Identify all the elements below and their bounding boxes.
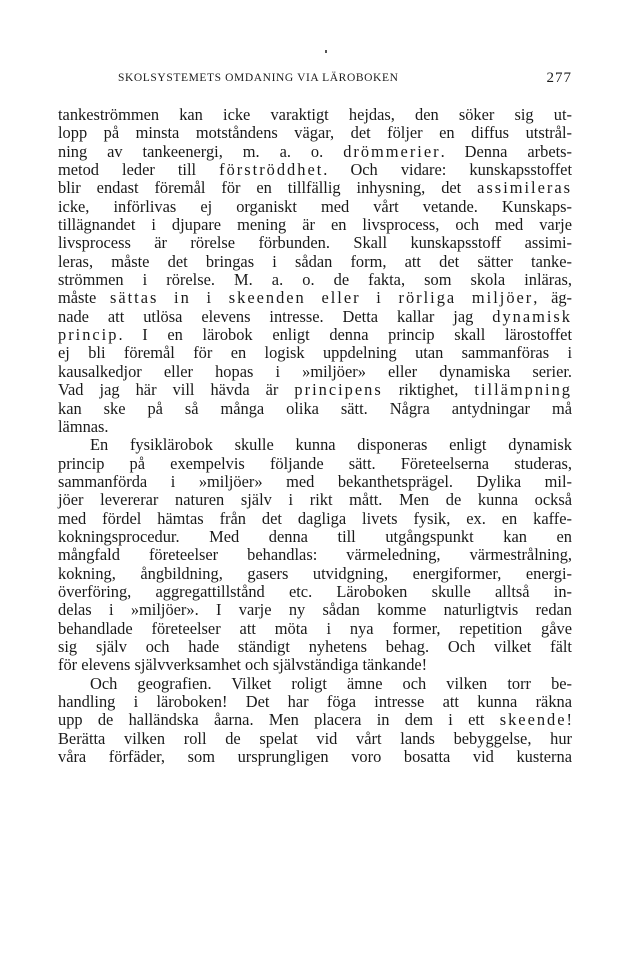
text-segment: icke, införlivas ej organiskt med vårt vetande. Kunskaps- (58, 196, 572, 216)
text-line (58, 528, 572, 546)
text-segment: kokningsprocedur. Med denna till utgångspunkt kan en (58, 526, 572, 546)
text-line (58, 400, 572, 418)
text-line (58, 344, 572, 362)
text-line (58, 693, 572, 711)
text-line (58, 565, 572, 583)
text-segment: för elevens självverksamhet och självständiga tänkande! (58, 655, 428, 675)
text-line (58, 473, 572, 491)
text-line (58, 436, 572, 454)
text-line (58, 583, 572, 601)
text-segment: metod leder till (58, 160, 220, 180)
text-segment: Berätta vilken roll de spelat vid vårt lands bebyggelse, hur (58, 728, 572, 748)
text-line (58, 601, 572, 619)
text-line (58, 143, 572, 161)
emphasized-text: assimileras (477, 178, 572, 198)
text-segment: , äg- (533, 288, 572, 308)
page-number: 277 (546, 70, 572, 86)
text-line (58, 638, 572, 656)
emphasized-text: tillämpning (474, 380, 572, 400)
emphasized-text: förströddhet (219, 160, 324, 180)
text-line (58, 455, 572, 473)
text-segment: . Och vidare: kunskapsstoffet (323, 160, 572, 180)
text-line (58, 546, 572, 564)
text-line (58, 711, 572, 729)
text-segment: ! (566, 710, 572, 730)
body-text (58, 106, 572, 766)
text-segment: kan ske på så många olika sätt. Några antydningar må (58, 398, 572, 418)
emphasized-text: principens (294, 380, 383, 400)
text-line (58, 748, 572, 766)
text-segment: sammanförda i »miljöer» med bekanthetsprägel. Dylika mil- (58, 471, 572, 491)
text-segment: En fysiklärobok skulle kunna disponeras enligt dynamisk (90, 435, 572, 455)
text-segment: leras, måste det bringas i sådan form, att det sätter tanke- (58, 251, 572, 271)
text-line (58, 620, 572, 638)
text-segment: strömmen i rörelse. M. a. o. de fakta, som skola inläras, (58, 270, 572, 290)
running-header (58, 72, 572, 90)
text-line (58, 253, 572, 271)
text-line (58, 106, 572, 124)
text-line (58, 326, 572, 344)
text-line (58, 730, 572, 748)
text-line (58, 381, 572, 399)
text-segment: kokning, ångbildning, gasers utvidgning, energiformer, energi- (58, 563, 572, 583)
text-line (58, 308, 572, 326)
text-segment: våra förfäder, som ursprungligen voro bosatta vid kusterna (58, 747, 572, 767)
emphasized-text: princip (58, 325, 119, 345)
text-line (58, 289, 572, 307)
text-segment: måste (58, 288, 110, 308)
text-line (58, 161, 572, 179)
text-segment: jöer levererar naturen själv i rikt mått. Men de kunna också (58, 490, 572, 510)
text-segment: . I en lärobok enligt denna princip skall lärostoffet (118, 325, 572, 345)
text-line (58, 271, 572, 289)
text-segment: upp de halländska åarna. Men placera in dem i ett (58, 710, 500, 730)
text-line (58, 656, 572, 674)
emphasized-text: dynamisk (492, 306, 572, 326)
text-line (58, 363, 572, 381)
text-line (58, 675, 572, 693)
scan-speck (325, 50, 327, 53)
text-segment: lopp på minsta motståndens vägar, det följer en diffus utstrål- (58, 123, 572, 143)
emphasized-text: skeende (499, 710, 567, 730)
text-segment: med fördel hämtas från det dagliga livets fysik, ex. en kaffe- (58, 508, 572, 528)
text-line (58, 179, 572, 197)
text-segment: ning av tankeenergi, m. a. o. (58, 141, 344, 161)
text-segment: sig själv och hade ständigt nyhetens behag. Och vilket fält (58, 636, 572, 656)
text-segment: Och geografien. Vilket roligt ämne och vilken torr be- (90, 673, 572, 693)
emphasized-text: drömmerier (343, 141, 441, 161)
text-segment: Vad jag här vill hävda är (58, 380, 295, 400)
text-segment: riktighet, (382, 380, 475, 400)
text-segment: . Denna arbets- (440, 141, 572, 161)
text-line (58, 198, 572, 216)
text-segment: lämnas. (58, 416, 109, 436)
text-line (58, 124, 572, 142)
text-line (58, 234, 572, 252)
text-line (58, 216, 572, 234)
text-line (58, 491, 572, 509)
text-segment: överföring, aggregattillstånd etc. Läroboken skulle alltså in- (58, 581, 572, 601)
running-title: SKOLSYSTEMETS OMDANING VIA LÄROBOKEN (118, 72, 399, 84)
text-line (58, 418, 572, 436)
text-segment: princip på exempelvis följande sätt. Företeelserna studeras, (58, 453, 572, 473)
text-segment: behandlade företeelser att möta i nya former, repetition gåve (58, 618, 572, 638)
emphasized-text: sättas in i skeenden eller i rörliga miljöer (109, 288, 534, 308)
text-segment: nade att utlösa elevens intresse. Detta kallar jag (58, 306, 493, 326)
text-segment: delas i »miljöer». I varje ny sådan komme naturligtvis redan (58, 600, 572, 620)
text-segment: tankeströmmen kan icke varaktigt hejdas, den söker sig ut- (58, 105, 572, 124)
text-segment: ej bli föremål för en logisk uppdelning utan sammanföras i (58, 343, 572, 363)
text-segment: blir endast föremål för en tillfällig inhysning, det (58, 178, 478, 198)
text-line (58, 510, 572, 528)
text-segment: livsprocess är rörelse förbunden. Skall kunskapsstoff assimi- (58, 233, 572, 253)
text-segment: handling i läroboken! Det har föga intresse att kunna räkna (58, 692, 572, 711)
text-segment: kausalkedjor eller hopas i »miljöer» eller dynamiska serier. (58, 361, 572, 381)
text-segment: mångfald företeelser behandlas: värmeledning, värmestrålning, (58, 545, 572, 565)
text-segment: tillägnandet i djupare mening är en livsprocess, och med varje (58, 215, 572, 235)
